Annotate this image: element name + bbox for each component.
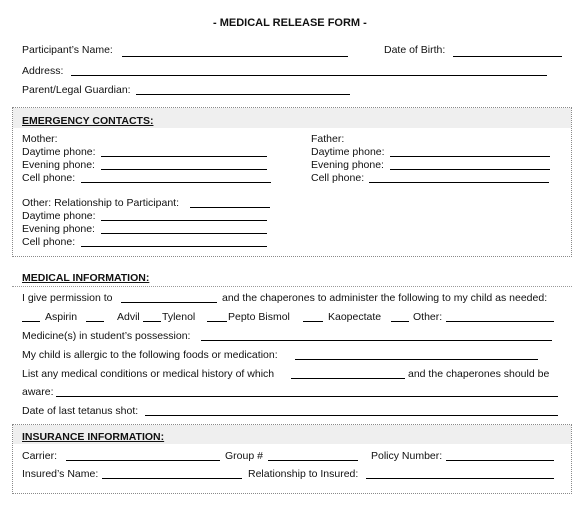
form-title: - MEDICAL RELEASE FORM - xyxy=(213,17,367,29)
conditions-suffix: and the chaperones should be xyxy=(408,368,550,380)
other-relationship-field[interactable] xyxy=(190,195,270,208)
mother-daytime-field[interactable] xyxy=(101,144,267,157)
address-label: Address: xyxy=(22,65,64,77)
mother-label: Mother: xyxy=(22,133,58,145)
permission-name-field[interactable] xyxy=(121,290,217,303)
aware-field[interactable] xyxy=(56,384,558,397)
allergy-label: My child is allergic to the following foods or medication: xyxy=(22,349,278,361)
tylenol-checkbox[interactable] xyxy=(143,309,161,322)
other-cell-field[interactable] xyxy=(81,234,267,247)
dob-field[interactable] xyxy=(453,44,562,57)
other-cell-label: Cell phone: xyxy=(22,236,76,248)
guardian-field[interactable] xyxy=(136,82,350,95)
tetanus-field[interactable] xyxy=(145,403,558,416)
mother-cell-label: Cell phone: xyxy=(22,172,76,184)
insured-name-field[interactable] xyxy=(102,466,242,479)
advil-label: Advil xyxy=(117,311,140,323)
policy-field[interactable] xyxy=(446,448,554,461)
other-daytime-label: Daytime phone: xyxy=(22,210,96,222)
father-evening-field[interactable] xyxy=(390,157,550,170)
participant-name-field[interactable] xyxy=(122,44,348,57)
group-label: Group # xyxy=(225,450,263,462)
father-daytime-field[interactable] xyxy=(390,144,550,157)
carrier-field[interactable] xyxy=(66,448,220,461)
medical-heading: MEDICAL INFORMATION: xyxy=(22,272,150,284)
pepto-checkbox[interactable] xyxy=(207,309,227,322)
other-med-field[interactable] xyxy=(446,309,554,322)
aspirin-checkbox[interactable] xyxy=(22,309,40,322)
kaopectate-checkbox[interactable] xyxy=(303,309,323,322)
insured-name-label: Insured’s Name: xyxy=(22,468,99,480)
other-med-label: Other: xyxy=(413,311,443,323)
mother-daytime-label: Daytime phone: xyxy=(22,146,96,158)
permission-prefix: I give permission to xyxy=(22,292,113,304)
carrier-label: Carrier: xyxy=(22,450,58,462)
conditions-prefix: List any medical conditions or medical history of which xyxy=(22,368,275,380)
father-cell-field[interactable] xyxy=(369,170,549,183)
address-field[interactable] xyxy=(71,63,547,76)
father-label: Father: xyxy=(311,133,345,145)
policy-label: Policy Number: xyxy=(371,450,443,462)
father-cell-label: Cell phone: xyxy=(311,172,365,184)
mother-evening-label: Evening phone: xyxy=(22,159,95,171)
conditions-name-field[interactable] xyxy=(291,366,405,379)
other-med-checkbox[interactable] xyxy=(391,309,409,322)
dob-label: Date of Birth: xyxy=(384,44,446,56)
other-relationship-label: Other: Relationship to Participant: xyxy=(22,197,179,209)
permission-suffix: and the chaperones to administer the following to my child as needed: xyxy=(222,292,548,304)
emergency-heading: EMERGENCY CONTACTS: xyxy=(22,115,154,127)
allergy-field[interactable] xyxy=(295,347,538,360)
advil-checkbox[interactable] xyxy=(86,309,104,322)
medicine-label: Medicine(s) in student’s possession: xyxy=(22,330,191,342)
tylenol-label: Tylenol xyxy=(162,311,196,323)
kaopectate-label: Kaopectate xyxy=(328,311,382,323)
father-evening-label: Evening phone: xyxy=(311,159,384,171)
father-daytime-label: Daytime phone: xyxy=(311,146,385,158)
group-field[interactable] xyxy=(268,448,358,461)
participant-name-label: Participant’s Name: xyxy=(22,44,113,56)
other-evening-field[interactable] xyxy=(101,221,267,234)
pepto-label: Pepto Bismol xyxy=(228,311,290,323)
tetanus-label: Date of last tetanus shot: xyxy=(22,405,139,417)
guardian-label: Parent/Legal Guardian: xyxy=(22,84,131,96)
other-evening-label: Evening phone: xyxy=(22,223,95,235)
insurance-heading: INSURANCE INFORMATION: xyxy=(22,431,165,443)
mother-evening-field[interactable] xyxy=(101,157,267,170)
medicine-field[interactable] xyxy=(201,328,552,341)
relationship-insured-field[interactable] xyxy=(366,466,554,479)
medical-divider xyxy=(12,286,572,287)
other-daytime-field[interactable] xyxy=(101,208,267,221)
relationship-insured-label: Relationship to Insured: xyxy=(248,468,359,480)
aware-label: aware: xyxy=(22,386,54,398)
mother-cell-field[interactable] xyxy=(81,170,271,183)
aspirin-label: Aspirin xyxy=(45,311,78,323)
